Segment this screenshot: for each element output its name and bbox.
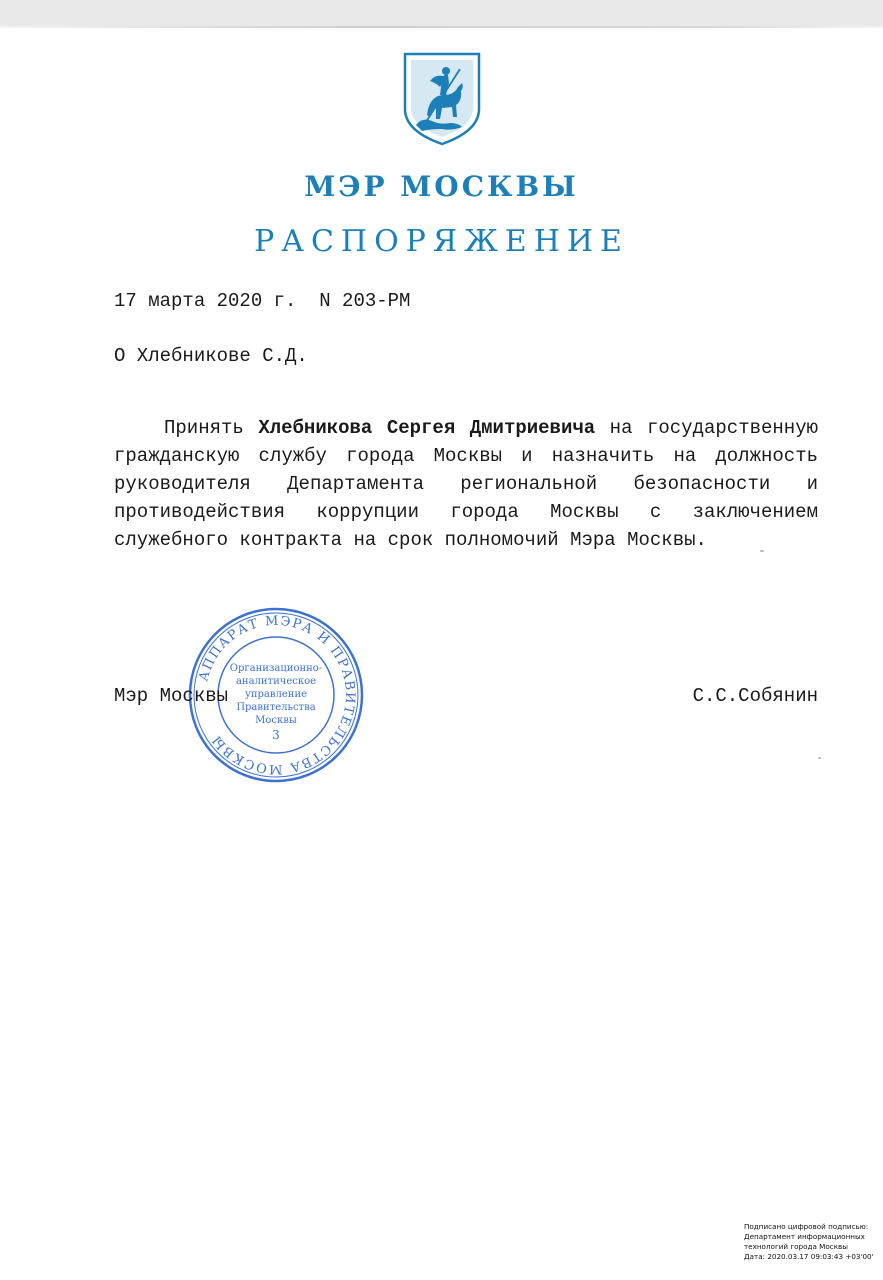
- digital-signature-note: [744, 1222, 879, 1262]
- digital-sig-line-3: технологий города Москвы: [744, 1242, 848, 1251]
- stamp-line-6: 3: [272, 728, 280, 742]
- mayor-title: МЭР МОСКВЫ: [304, 170, 579, 203]
- signatory-name: С.С.Собянин: [692, 685, 818, 707]
- digital-sig-line-2: Департамент информационных: [744, 1232, 865, 1241]
- scan-speck: [760, 550, 764, 552]
- stamp-line-2: аналитическое: [235, 676, 317, 687]
- digital-sig-line-1: Подписано цифровой подписью:: [744, 1222, 869, 1231]
- digital-sig-line-4: Дата: 2020.03.17 09:03:43 +03'00': [744, 1252, 874, 1261]
- stamp-line-5: Москвы: [255, 715, 297, 726]
- scan-speck: [818, 757, 821, 759]
- document-date-number: 17 марта 2020 г. N 203-РМ: [114, 290, 411, 312]
- document-body: [114, 414, 818, 554]
- stamp-line-1: Организационно-: [229, 663, 323, 674]
- stamp-line-3: управление: [244, 689, 308, 700]
- signatory-post: Мэр Москвы: [114, 685, 229, 707]
- appointee-name: Хлебникова Сергея Дмитриевича: [258, 417, 596, 439]
- moscow-coat-of-arms-icon: [402, 51, 482, 146]
- document-subject: О Хлебникове С.Д.: [114, 345, 308, 367]
- document-page: [0, 28, 883, 1280]
- document-type-title: РАСПОРЯЖЕНИЕ: [254, 224, 629, 259]
- body-rest-text: на государственную гражданскую службу города Москвы и назначить на должность руководителя Департамента региональной безопасности и противодействия коррупции города Москвы с заключением служебного контракта на срок полномочий Мэра Москвы.: [114, 417, 819, 551]
- body-lead-text: Принять: [164, 417, 259, 439]
- stamp-line-4: Правительства: [236, 702, 316, 713]
- stamp-ring-text: АППАРАТ МЭРА И ПРАВИТЕЛЬСТВА МОСКВЫ: [196, 613, 358, 777]
